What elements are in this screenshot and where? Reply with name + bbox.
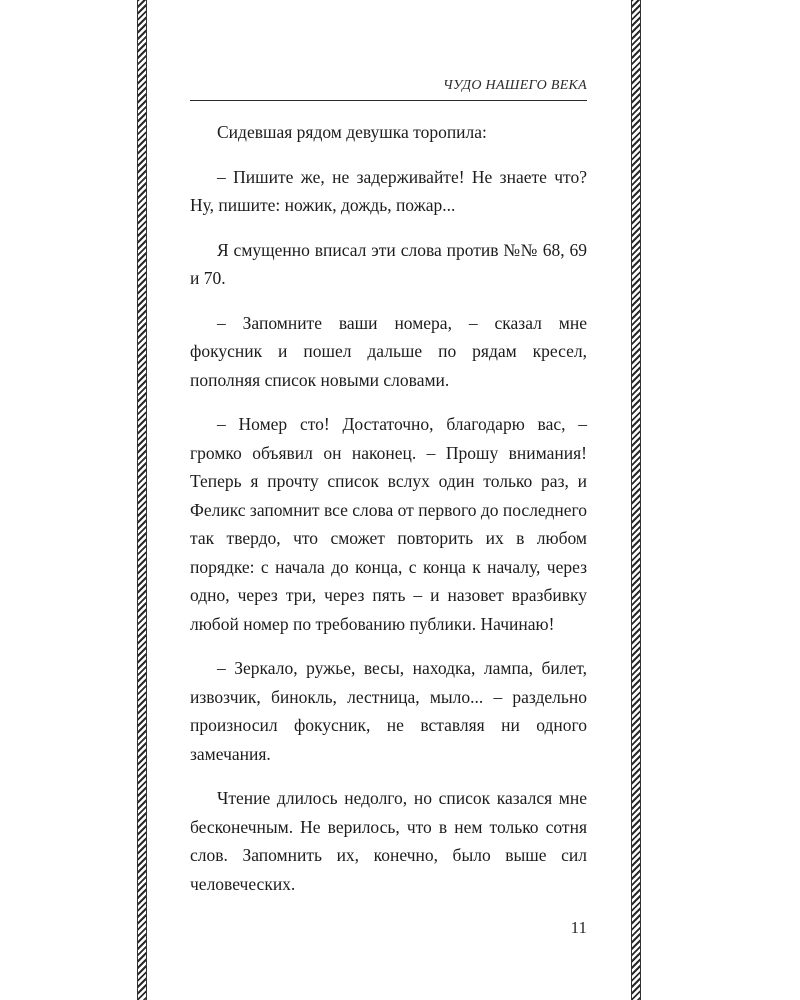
paragraph: – Номер сто! Достаточно, благодарю вас, – громко объявил он наконец. – Прошу внимания! Теперь я прочту список вслух один только раз, и Феликс запомнит все слова от первого до последнего так твердо, что сможет повторить их в любом порядке: с начала до конца, с конца к началу, через одно, через три, через пять – и назовет вразбивку любой номер по требованию публики. Начинаю! [190, 414, 587, 634]
right-decorative-border [631, 0, 641, 1000]
page-number: 11 [570, 918, 587, 937]
paragraph: – Пишите же, не задерживайте! Не знаете что? Ну, пишите: ножик, дождь, пожар... [190, 166, 587, 215]
left-decorative-border [137, 0, 147, 1000]
paragraph: Я смущенно вписал эти слова против №№ 68, 69 и 70. [190, 239, 587, 288]
paragraph: – Запомните ваши номера, – сказал мне фокусник и пошел дальше по рядам кресел, пополняя список новыми словами. [190, 312, 587, 390]
paragraph: Чтение длилось недолго, но список казался мне бесконечным. Не верилось, что в нем только сотня слов. Запомнить их, конечно, было выше сил человеческих. [190, 788, 587, 894]
body-text [190, 118, 587, 914]
header-rule [190, 100, 587, 101]
paragraph: – Зеркало, ружье, весы, находка, лампа, билет, извозчик, бинокль, лестница, мыло... – раздельно произносил фокусник, не вставляя ни одного замечания. [190, 658, 587, 764]
running-head: ЧУДО НАШЕГО ВЕКА [443, 78, 587, 93]
paragraph: Сидевшая рядом девушка торопила: [217, 122, 487, 142]
